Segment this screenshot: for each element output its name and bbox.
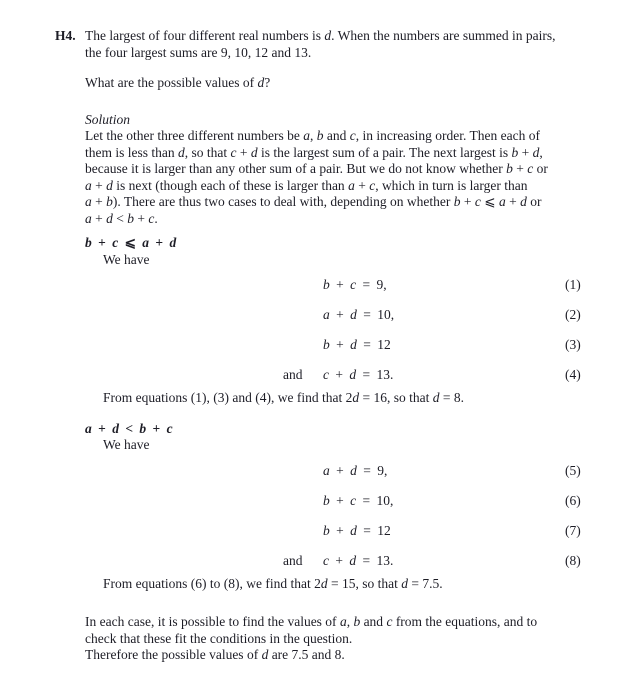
problem-block [55, 28, 600, 92]
equation: b + c = 9, [323, 277, 387, 292]
equation-row [85, 486, 600, 516]
equation-row [85, 360, 600, 390]
equation-number: (8) [565, 552, 581, 568]
equation-number: (1) [565, 277, 581, 292]
equation: b + c = 10, [323, 492, 394, 508]
closing-line: Therefore the possible values of d are 7.5 and 8. [85, 647, 345, 662]
closing-line: check that these fit the conditions in the question. [85, 630, 353, 646]
intro-line: a + d is next (though each of these is larger than a + c, which in turn is larger than [85, 177, 528, 193]
equation-row [85, 330, 600, 360]
case-2-we-have: We have [103, 437, 150, 452]
equation-number: (5) [565, 462, 581, 478]
equation-connector: and [283, 367, 303, 382]
equation-number: (3) [565, 337, 581, 352]
case-1-conclusion: From equations (1), (3) and (4), we find that 2d = 16, so that d = 8. [103, 390, 464, 405]
equation-number: (6) [565, 492, 581, 508]
solution-title: Solution [85, 111, 131, 127]
equation-number: (4) [565, 367, 581, 382]
problem-number: H4. [55, 28, 76, 43]
equation: c + d = 13. [323, 367, 394, 382]
intro-line: them is less than d, so that c + d is the largest sum of a pair. The next largest is b + d, [85, 144, 543, 160]
statement-line: The largest of four different real numbers is d. When the numbers are summed in pairs, [85, 28, 556, 43]
intro-line: because it is larger than any other sum of a pair. But we do not know whether b + c or [85, 161, 548, 176]
statement-line: the four largest sums are 9, 10, 12 and 13. [85, 44, 312, 60]
problem-question: What are the possible values of d? [85, 75, 271, 90]
equation: c + d = 13. [323, 552, 394, 568]
case-1-equations [85, 270, 600, 390]
equation-row [85, 516, 600, 546]
case-2-equations [85, 456, 600, 576]
equation-number: (7) [565, 522, 581, 538]
solution-intro [85, 128, 600, 227]
equation-connector: and [283, 552, 303, 568]
case-2-conclusion: From equations (6) to (8), we find that 2d = 15, so that d = 7.5. [103, 575, 443, 591]
problem-statement [85, 28, 600, 92]
case-1-heading: b + c ⩽ a + d [85, 235, 177, 250]
case-2-heading: a + d < b + c [85, 420, 173, 436]
equation: b + d = 12 [323, 522, 391, 538]
solution-block [85, 112, 600, 664]
equation: a + d = 9, [323, 462, 388, 478]
equation: a + d = 10, [323, 307, 395, 322]
case-1-we-have: We have [103, 251, 150, 267]
equation-row [85, 456, 600, 486]
intro-line: Let the other three different numbers be a, b and c, in increasing order. Then each of [85, 128, 540, 143]
equation: b + d = 12 [323, 337, 391, 352]
intro-line: a + d < b + c. [85, 210, 158, 226]
closing-paragraph [85, 614, 600, 664]
equation-row [85, 546, 600, 576]
equation-row [85, 300, 600, 330]
equation-row [85, 270, 600, 300]
intro-line: a + b). There are thus two cases to deal with, depending on whether b + c ⩽ a + d or [85, 194, 542, 209]
closing-line: In each case, it is possible to find the values of a, b and c from the equations, and to [85, 614, 538, 629]
equation-number: (2) [565, 307, 581, 322]
